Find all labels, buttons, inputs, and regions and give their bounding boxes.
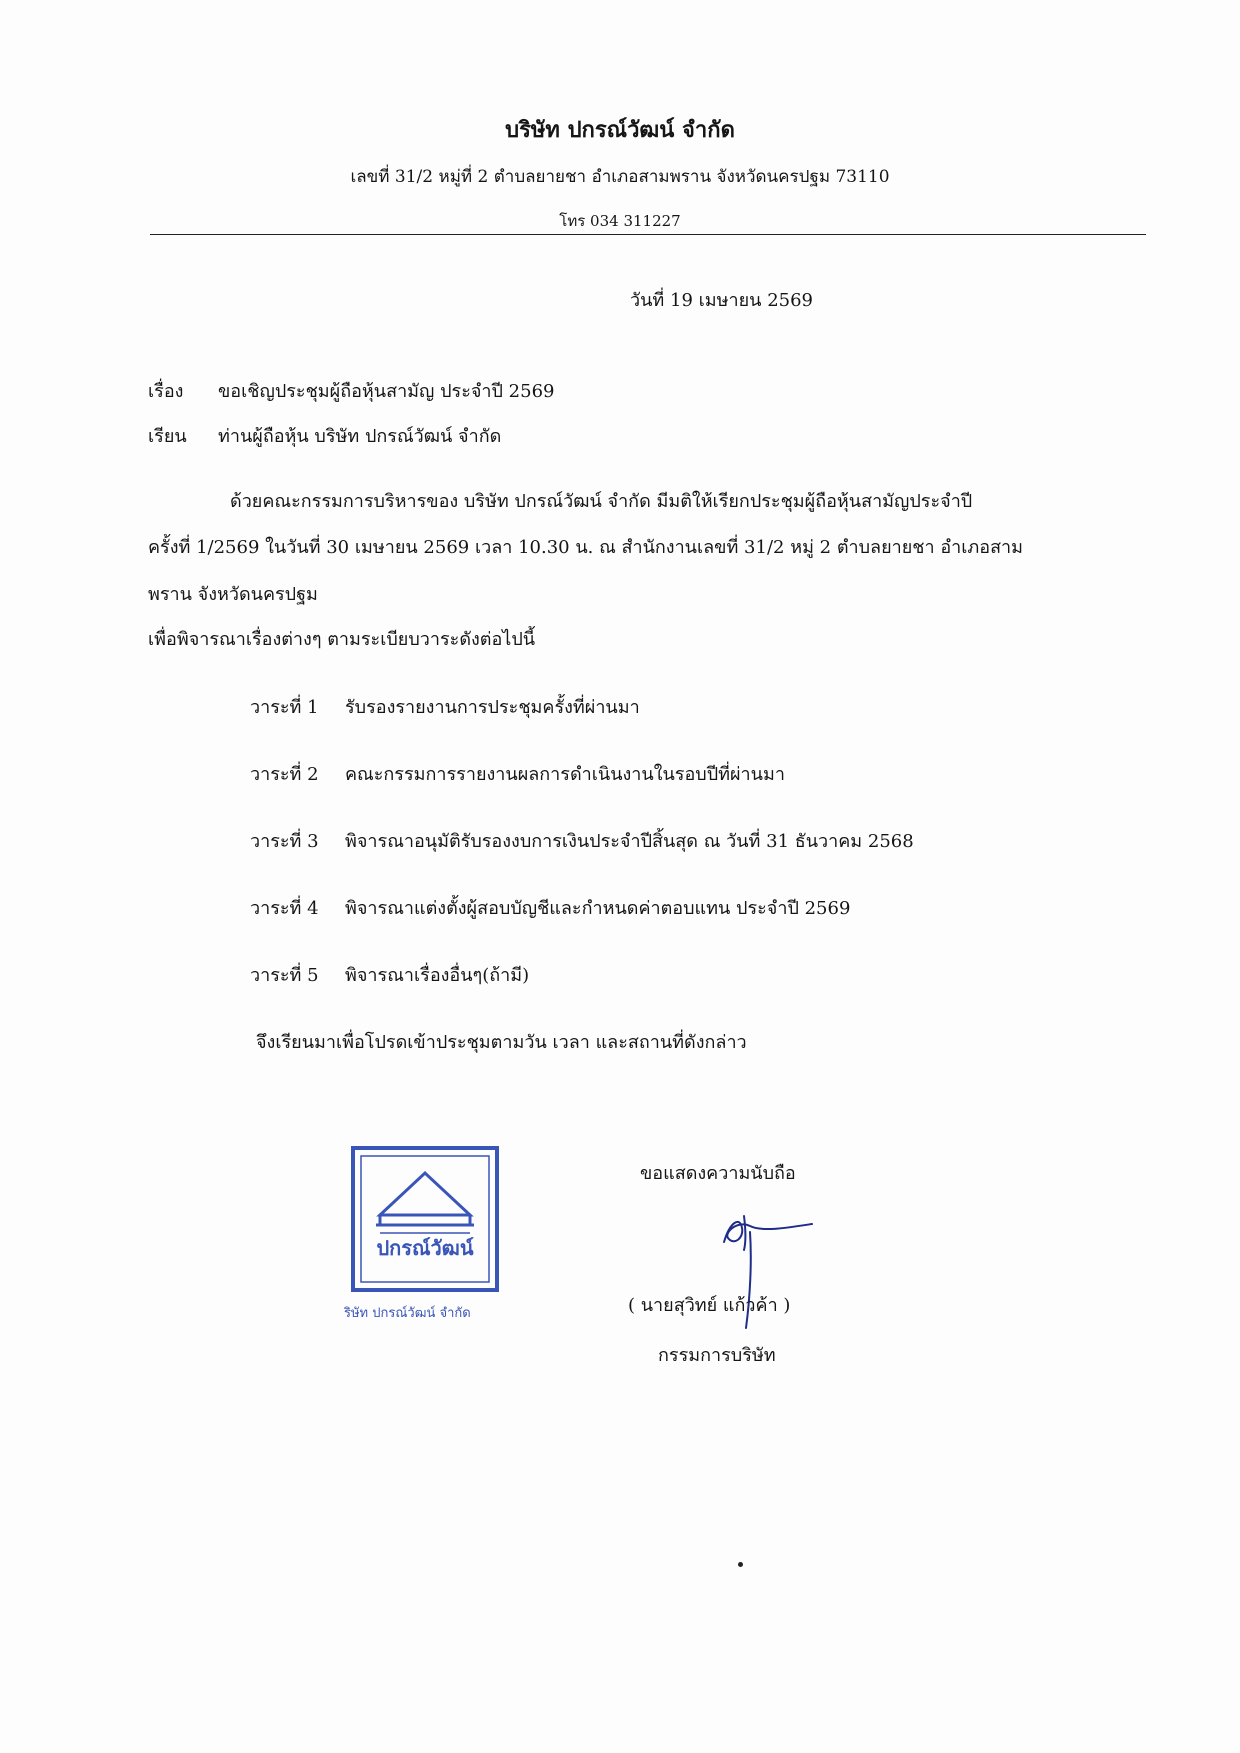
agenda-number: วาระที่ 4 <box>250 898 319 919</box>
salutation-text: ท่านผู้ถือหุ้น บริษัท ปกรณ์วัฒน์ จำกัด <box>218 426 502 447</box>
subject-line <box>148 376 554 405</box>
company-seal-stamp <box>350 1145 500 1293</box>
agenda-text: พิจารณาแต่งตั้งผู้สอบบัญชีและกำหนดค่าตอบแทน ประจำปี 2569 <box>345 898 851 919</box>
subject-label: เรื่อง <box>148 381 184 402</box>
seal-inner-text: ปกรณ์วัฒน์ <box>376 1236 474 1260</box>
agenda-item <box>250 759 785 788</box>
closing-regards: ขอแสดงความนับถือ <box>640 1163 796 1184</box>
agenda-item <box>250 893 850 922</box>
salutation-label: เรียน <box>148 426 187 447</box>
agenda-text: รับรองรายงานการประชุมครั้งที่ผ่านมา <box>345 697 640 718</box>
company-name: บริษัท ปกรณ์วัฒน์ จำกัด <box>505 117 735 143</box>
agenda-item <box>250 960 529 989</box>
agenda-number: วาระที่ 2 <box>250 764 319 785</box>
closing-sentence: จึงเรียนมาเพื่อโปรดเข้าประชุมตามวัน เวลา และสถานที่ดังกล่าว <box>256 1032 747 1053</box>
signer-name: ( นายสุวิทย์ แก้วค้า ) <box>628 1295 791 1316</box>
agenda-number: วาระที่ 3 <box>250 831 319 852</box>
agenda-item <box>250 692 640 721</box>
letterhead-divider <box>150 234 1146 235</box>
agenda-number: วาระที่ 5 <box>250 965 319 986</box>
agenda-text: พิจารณาอนุมัติรับรองงบการเงินประจำปีสิ้นสุด ณ วันที่ 31 ธันวาคม 2568 <box>345 831 914 852</box>
signer-title: กรรมการบริษัท <box>658 1345 776 1366</box>
seal-caption: ริษัท ปกรณ์วัฒน์ จำกัด <box>344 1306 471 1321</box>
agenda-item <box>250 826 914 855</box>
company-phone: โทร 034 311227 <box>559 212 681 230</box>
subject-text: ขอเชิญประชุมผู้ถือหุ้นสามัญ ประจำปี 2569 <box>218 381 555 402</box>
salutation-line <box>148 421 501 450</box>
body-line-1: ด้วยคณะกรรมการบริหารของ บริษัท ปกรณ์วัฒน์ จำกัด มีมติให้เรียกประชุมผู้ถือหุ้นสามัญประจำปี <box>230 491 973 512</box>
ink-speck <box>738 1562 743 1567</box>
company-address: เลขที่ 31/2 หมู่ที่ 2 ตำบลยายชา อำเภอสามพราน จังหวัดนครปฐม 73110 <box>350 167 890 187</box>
agenda-text: พิจารณาเรื่องอื่นๆ(ถ้ามี) <box>345 965 530 986</box>
body-line-4: เพื่อพิจารณาเรื่องต่างๆ ตามระเบียบวาระดังต่อไปนี้ <box>148 629 536 650</box>
letter-date: วันที่ 19 เมษายน 2569 <box>630 290 813 311</box>
agenda-number: วาระที่ 1 <box>250 697 319 718</box>
agenda-text: คณะกรรมการรายงานผลการดำเนินงานในรอบปีที่ผ่านมา <box>345 764 785 785</box>
body-line-2: ครั้งที่ 1/2569 ในวันที่ 30 เมษายน 2569 เวลา 10.30 น. ณ สำนักงานเลขที่ 31/2 หมู่ 2 ตำบลยายชา อำเภอสาม <box>148 537 1024 558</box>
body-line-3: พราน จังหวัดนครปฐม <box>148 584 318 605</box>
